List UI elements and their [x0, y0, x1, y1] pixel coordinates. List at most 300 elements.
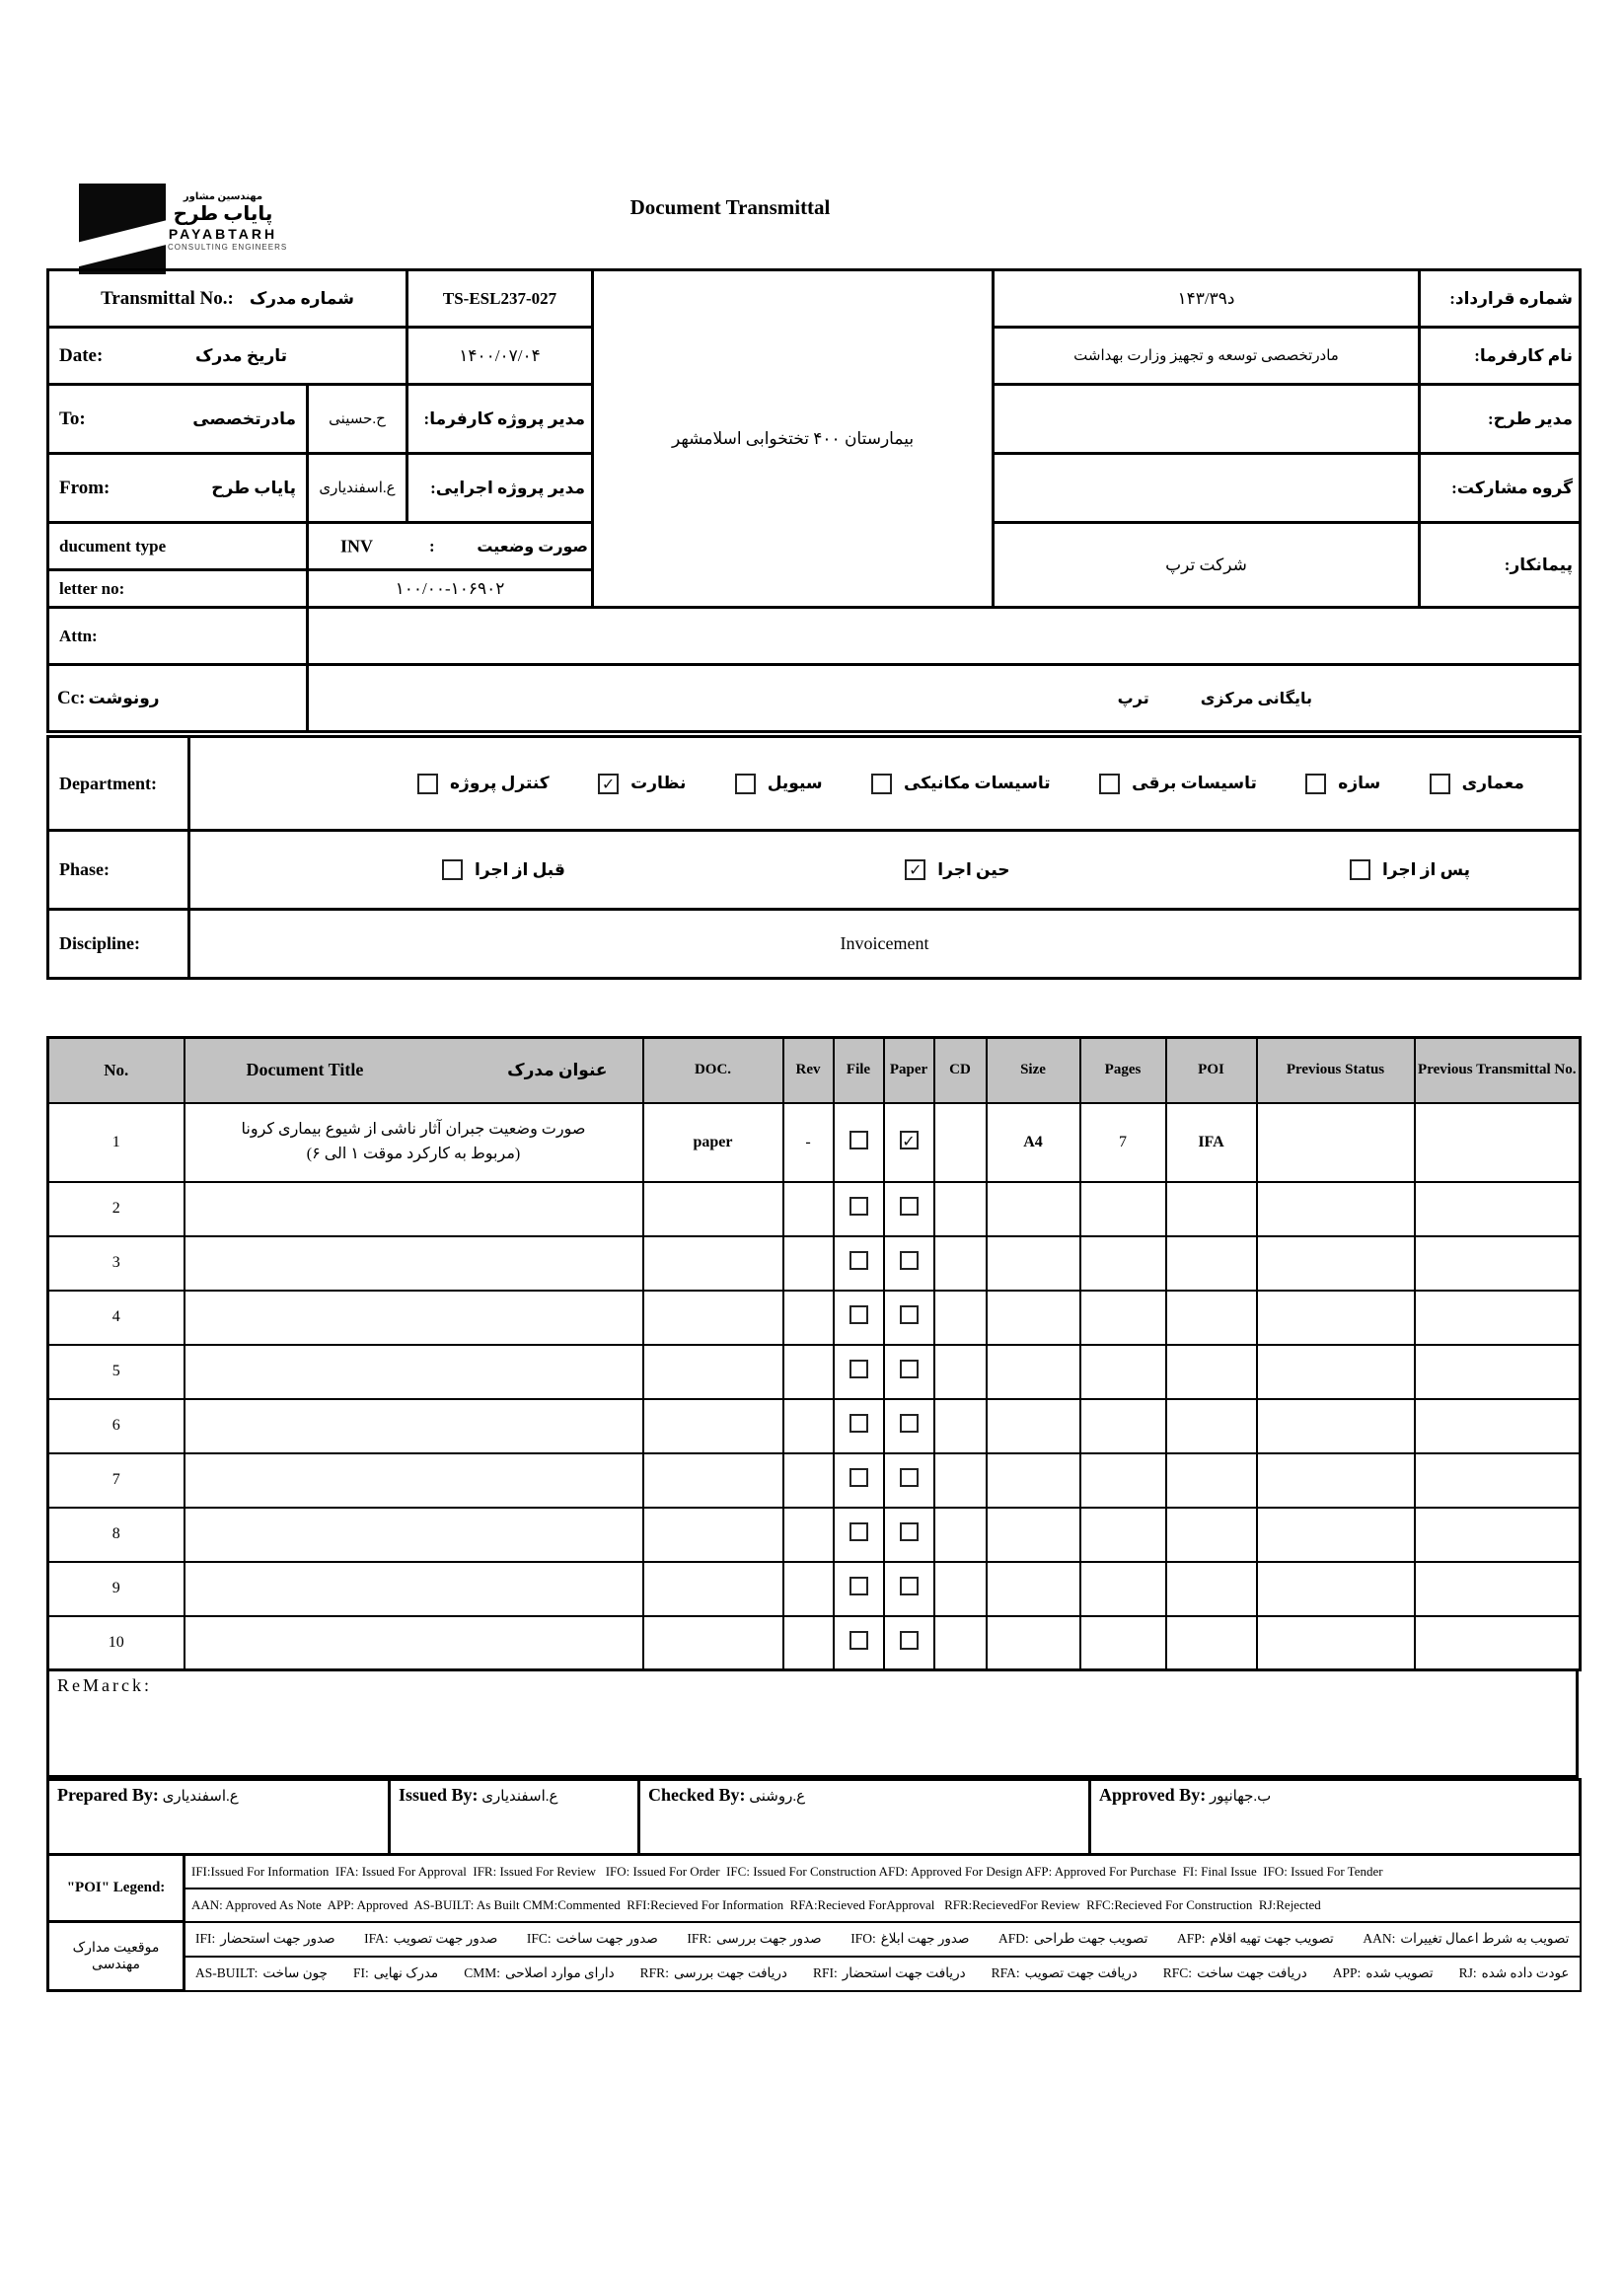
cell-no: 1: [48, 1103, 185, 1182]
cell-poi: [1166, 1562, 1257, 1616]
legend-entry-desc: دریافت جهت بررسی: [673, 1965, 787, 1980]
cell-previous-transmittal: [1415, 1399, 1581, 1453]
col-header-pages: Pages: [1080, 1038, 1166, 1103]
logo-fa-name: پایاب طرح: [173, 203, 273, 225]
cell-cd: [934, 1453, 987, 1508]
legend-entry-code: IFO:: [850, 1931, 876, 1946]
department-checkbox-unchecked-icon[interactable]: [1430, 774, 1450, 794]
cell-file: [834, 1399, 884, 1453]
document-rows: [48, 1103, 1581, 1670]
cell-previous-transmittal: [1415, 1616, 1581, 1670]
cell-rev: [783, 1616, 834, 1670]
department-checkbox-unchecked-icon[interactable]: [1099, 774, 1120, 794]
col-header-title-fa: عنوان مدرک: [507, 1060, 608, 1079]
department-option-label: معماری: [1461, 774, 1524, 792]
cell-rev: [783, 1182, 834, 1236]
col-header-doc: DOC.: [643, 1038, 783, 1103]
document-list-table: [46, 1036, 1582, 1671]
checked-by-cell: [639, 1780, 1090, 1855]
cell-doc: [643, 1345, 783, 1399]
cc-label: Cc:: [57, 687, 86, 708]
transmittal-no-label-fa: شماره مدرک: [249, 288, 354, 308]
col-header-rev: Rev: [783, 1038, 834, 1103]
phase-options-cell: [189, 831, 1581, 910]
cell-cd: [934, 1508, 987, 1562]
phase-option-label: پس از اجرا: [1381, 859, 1470, 879]
checked-by-value: ع.روشنی: [749, 1789, 806, 1805]
legend-entry-code: CMM:: [464, 1965, 500, 1980]
to-value: مادرتخصصی: [192, 408, 296, 428]
cell-rev: -: [783, 1103, 834, 1182]
cell-pages: [1080, 1182, 1166, 1236]
cell-doc: [643, 1616, 783, 1670]
cc-label-fa: رونوشت: [88, 688, 160, 707]
cell-paper: [884, 1345, 934, 1399]
cell-doc: [643, 1291, 783, 1345]
col-header-title-en: Document Title: [246, 1060, 364, 1080]
department-option-label: نظارت: [630, 774, 687, 792]
legend-entry: [527, 1931, 658, 1947]
cell-pages: [1080, 1508, 1166, 1562]
cell-previous-transmittal: [1415, 1236, 1581, 1291]
table-row: [48, 1562, 1581, 1616]
department-option: [1099, 774, 1257, 794]
prepared-by-cell: [48, 1780, 390, 1855]
cell-poi: [1166, 1616, 1257, 1670]
document-title-line2: (مربوط به کارکرد موقت ۱ الی ۶): [306, 1145, 521, 1162]
cell-pages: [1080, 1562, 1166, 1616]
legend-entry: [1363, 1931, 1569, 1947]
from-person: ع.اسفندیاری: [308, 454, 407, 523]
paper-checkbox-unchecked-icon[interactable]: [900, 1197, 919, 1216]
cell-size: [987, 1508, 1080, 1562]
cell-cd: [934, 1236, 987, 1291]
legend-entry: [195, 1931, 335, 1947]
table-row: [48, 1453, 1581, 1508]
cell-paper: [884, 1453, 934, 1508]
issued-by-label: Issued By:: [399, 1785, 479, 1805]
from-label: From:: [59, 477, 111, 498]
department-option-label: سازه: [1338, 774, 1381, 792]
cell-no: 6: [48, 1399, 185, 1453]
cell-doc: [643, 1399, 783, 1453]
checked-by-label: Checked By:: [648, 1785, 746, 1805]
issued-by-cell: [390, 1780, 639, 1855]
cell-no: 3: [48, 1236, 185, 1291]
cell-paper: [884, 1291, 934, 1345]
legend-entry: [1333, 1965, 1434, 1981]
cell-pages: [1080, 1453, 1166, 1508]
poi-legend-row1: IFI:Issued For Information IFA: Issued For Approval IFR: Issued For Review IFO: Issued For Order IFC: Issued For Construction AFD: Approved For Design AFP: Approved For Purchase FI: Final Issue IFO: Issued For Tender: [185, 1855, 1581, 1889]
legend-entry-code: RJ:: [1458, 1965, 1477, 1980]
cell-size: [987, 1399, 1080, 1453]
phase-checkbox-unchecked-icon[interactable]: [1350, 859, 1370, 880]
to-cell: [48, 385, 308, 454]
prepared-by-value: ع.اسفندیاری: [162, 1789, 239, 1805]
file-checkbox-unchecked-icon[interactable]: [849, 1522, 868, 1541]
legend-entry: [998, 1931, 1147, 1947]
cell-cd: [934, 1345, 987, 1399]
file-checkbox-unchecked-icon[interactable]: [849, 1251, 868, 1270]
cell-size: A4: [987, 1103, 1080, 1182]
cell-file: [834, 1616, 884, 1670]
file-checkbox-unchecked-icon[interactable]: [849, 1131, 868, 1149]
cell-pages: [1080, 1399, 1166, 1453]
company-logo-text: [168, 191, 288, 253]
phase-checkbox-checked-icon[interactable]: [905, 859, 925, 880]
department-option: [1430, 774, 1524, 794]
cell-previous-status: [1257, 1453, 1415, 1508]
cell-cd: [934, 1182, 987, 1236]
legend-entry-desc: دریافت جهت تصویب: [1024, 1965, 1138, 1980]
table-row: [48, 1399, 1581, 1453]
cell-pages: [1080, 1236, 1166, 1291]
department-option-label: سیویل: [767, 774, 823, 792]
legend-entry-desc: تصویب شده: [1366, 1965, 1434, 1980]
document-title-line1: صورت وضعیت جبران آثار ناشی از شیوع بیماری کرونا: [241, 1120, 586, 1138]
cell-previous-status: [1257, 1182, 1415, 1236]
legend-entry: [1163, 1965, 1307, 1981]
department-checkbox-unchecked-icon[interactable]: [417, 774, 438, 794]
cc-value-archive: بایگانی مرکزی: [1200, 690, 1313, 707]
table-row: [48, 1508, 1581, 1562]
col-header-paper: Paper: [884, 1038, 934, 1103]
cell-rev: [783, 1508, 834, 1562]
legend-entry-desc: چون ساخت: [262, 1965, 328, 1980]
department-option-label: تاسیسات مکانیکی: [904, 774, 1051, 792]
document-type-value-cell: [308, 523, 593, 570]
cell-no: 10: [48, 1616, 185, 1670]
file-checkbox-unchecked-icon[interactable]: [849, 1414, 868, 1433]
cell-paper: [884, 1508, 934, 1562]
file-checkbox-unchecked-icon[interactable]: [849, 1197, 868, 1216]
cell-doc: [643, 1453, 783, 1508]
legend-entry-desc: دریافت جهت ساخت: [1197, 1965, 1307, 1980]
paper-checkbox-unchecked-icon[interactable]: [900, 1577, 919, 1595]
cell-previous-transmittal: [1415, 1562, 1581, 1616]
cell-document-title: [185, 1453, 643, 1508]
legend-entry: [813, 1965, 966, 1981]
paper-checkbox-unchecked-icon[interactable]: [900, 1305, 919, 1324]
cell-previous-status: [1257, 1562, 1415, 1616]
department-checkbox-unchecked-icon[interactable]: [871, 774, 892, 794]
cell-file: [834, 1182, 884, 1236]
paper-checkbox-unchecked-icon[interactable]: [900, 1414, 919, 1433]
cell-rev: [783, 1399, 834, 1453]
cell-previous-transmittal: [1415, 1103, 1581, 1182]
contract-no-label: شماره قرارداد:: [1420, 270, 1581, 328]
document-type-separator: :: [429, 536, 435, 555]
jv-group-value: [994, 454, 1420, 523]
cc-label-cell: [48, 665, 308, 732]
prepared-by-label: Prepared By:: [57, 1785, 159, 1805]
document-type-fa: صورت وضعیت: [477, 538, 589, 555]
design-manager-value: [994, 385, 1420, 454]
status-legend-row1: [185, 1931, 1580, 1947]
contractor-value: شرکت ترپ: [994, 523, 1420, 608]
client-name-value: مادرتخصصی توسعه و تجهیز وزارت بهداشت: [994, 328, 1420, 385]
legend-entry-code: IFI:: [195, 1931, 216, 1946]
col-header-file: File: [834, 1038, 884, 1103]
company-logo-icon: [79, 184, 166, 274]
cell-poi: [1166, 1345, 1257, 1399]
cell-doc: paper: [643, 1103, 783, 1182]
client-name-label: نام کارفرما:: [1420, 328, 1581, 385]
cell-document-title: [185, 1562, 643, 1616]
cell-poi: [1166, 1399, 1257, 1453]
cell-rev: [783, 1562, 834, 1616]
from-role-label: مدیر پروژه اجرایی:: [407, 454, 593, 523]
legend-entry-code: IFR:: [687, 1931, 712, 1946]
cell-previous-status: [1257, 1291, 1415, 1345]
cell-size: [987, 1345, 1080, 1399]
cell-size: [987, 1236, 1080, 1291]
cell-paper: [884, 1182, 934, 1236]
cell-poi: [1166, 1182, 1257, 1236]
cell-pages: 7: [1080, 1103, 1166, 1182]
cell-previous-status: [1257, 1103, 1415, 1182]
department-checkbox-unchecked-icon[interactable]: [735, 774, 756, 794]
document-type-code: INV: [340, 536, 374, 555]
remark-label: ReMarck:: [57, 1675, 152, 1695]
legend-entry-code: AFD:: [998, 1931, 1029, 1946]
legend-entry: [687, 1931, 821, 1947]
paper-checkbox-unchecked-icon[interactable]: [900, 1468, 919, 1487]
file-checkbox-unchecked-icon[interactable]: [849, 1360, 868, 1378]
col-header-cd: CD: [934, 1038, 987, 1103]
design-manager-label: مدیر طرح:: [1420, 385, 1581, 454]
legend-entry-desc: صدور جهت بررسی: [716, 1931, 822, 1946]
cell-file: [834, 1291, 884, 1345]
table-row: [48, 1616, 1581, 1670]
cell-document-title: [185, 1182, 643, 1236]
legend-entry-code: IFA:: [364, 1931, 389, 1946]
cell-pages: [1080, 1291, 1166, 1345]
cell-previous-transmittal: [1415, 1291, 1581, 1345]
cell-no: 9: [48, 1562, 185, 1616]
status-legend-row1-cell: [185, 1922, 1581, 1957]
department-option: [735, 774, 823, 794]
status-legend-row2-cell: [185, 1957, 1581, 1991]
cell-paper: [884, 1103, 934, 1182]
cell-poi: [1166, 1508, 1257, 1562]
logo-en-name: PAYABTARH: [168, 226, 278, 242]
legend-entry-desc: تصویب جهت تهیه اقلام: [1210, 1931, 1334, 1946]
transmittal-no-value: TS-ESL237-027: [407, 270, 593, 328]
table-row: [48, 1182, 1581, 1236]
department-option: [871, 774, 1051, 794]
cell-previous-transmittal: [1415, 1508, 1581, 1562]
to-person: ح.حسینی: [308, 385, 407, 454]
paper-checkbox-unchecked-icon[interactable]: [900, 1360, 919, 1378]
legend-entry: [992, 1965, 1138, 1981]
legend-entry-code: AAN:: [1363, 1931, 1396, 1946]
department-checkbox-unchecked-icon[interactable]: [1305, 774, 1326, 794]
phase-option: [905, 859, 1009, 880]
status-legend-label: موقعیت مدارک مهندسی: [48, 1922, 185, 1991]
cell-document-title: [185, 1103, 643, 1182]
legend-entry-desc: صدور جهت تصویب: [393, 1931, 498, 1946]
poi-legend-row2: AAN: Approved As Note APP: Approved AS-BUILT: As Built CMM:Commented RFI:Recieved For Information RFA:Recieved ForApproval RFR:RecievedFor Review RFC:Recieved For Construction RJ:Rejected: [185, 1889, 1581, 1922]
date-label: Date:: [59, 344, 104, 366]
project-name-value: بیمارستان ۴۰۰ تختخوابی اسلامشهر: [593, 270, 994, 608]
cell-cd: [934, 1291, 987, 1345]
cell-pages: [1080, 1345, 1166, 1399]
date-label-fa: تاریخ مدرک: [195, 345, 288, 365]
phase-option-label: قبل از اجرا: [475, 859, 565, 879]
legend-entry: [195, 1965, 328, 1981]
contractor-label: پیمانکار:: [1420, 523, 1581, 608]
file-checkbox-unchecked-icon[interactable]: [849, 1631, 868, 1650]
legend-entry-code: RFC:: [1162, 1965, 1193, 1980]
attn-label: Attn:: [48, 608, 308, 665]
cell-previous-status: [1257, 1345, 1415, 1399]
legend-entry: [850, 1931, 969, 1947]
cell-poi: [1166, 1291, 1257, 1345]
file-checkbox-unchecked-icon[interactable]: [849, 1468, 868, 1487]
cell-no: 8: [48, 1508, 185, 1562]
cell-rev: [783, 1236, 834, 1291]
jv-group-label: گروه مشارکت:: [1420, 454, 1581, 523]
legend-entry: [1177, 1931, 1334, 1947]
legend-entry-code: IFC:: [526, 1931, 552, 1946]
legend-entry-desc: دارای موارد اصلاحی: [504, 1965, 615, 1980]
cell-cd: [934, 1103, 987, 1182]
cell-file: [834, 1508, 884, 1562]
legend-entry-code: RFR:: [639, 1965, 669, 1980]
phase-option: [442, 859, 565, 880]
cell-cd: [934, 1562, 987, 1616]
col-header-no: No.: [48, 1038, 185, 1103]
cell-size: [987, 1291, 1080, 1345]
department-options-cell: [189, 737, 1581, 831]
letter-no-value: ۱۰۰/۰۰-۱۰۶۹۰۲: [308, 570, 593, 608]
cc-value-company: ترپ: [1117, 690, 1149, 707]
department-option: [1305, 774, 1380, 794]
cell-previous-status: [1257, 1236, 1415, 1291]
phase-label: Phase:: [48, 831, 189, 910]
phase-option: [1350, 859, 1470, 880]
table-row: [48, 1103, 1581, 1182]
cell-paper: [884, 1236, 934, 1291]
logo-en-subtitle: CONSULTING ENGINEERS: [168, 243, 288, 253]
cell-poi: IFA: [1166, 1103, 1257, 1182]
cell-previous-status: [1257, 1616, 1415, 1670]
contract-no-value: د۱۴۳/۳۹: [994, 270, 1420, 328]
phase-checkbox-unchecked-icon[interactable]: [442, 859, 463, 880]
to-label: To:: [59, 407, 86, 429]
cell-document-title: [185, 1291, 643, 1345]
cell-no: 5: [48, 1345, 185, 1399]
col-header-prev-status: Previous Status: [1257, 1038, 1415, 1103]
department-label: Department:: [48, 737, 189, 831]
cc-value-cell: [308, 665, 1581, 732]
legend-entry: [364, 1931, 497, 1947]
cell-file: [834, 1103, 884, 1182]
cell-poi: [1166, 1236, 1257, 1291]
page-title: Document Transmittal: [629, 195, 831, 219]
cell-previous-transmittal: [1415, 1453, 1581, 1508]
approved-by-value: ب.جهانپور: [1209, 1789, 1272, 1805]
issued-by-value: ع.اسفندیاری: [481, 1789, 558, 1805]
cell-file: [834, 1453, 884, 1508]
cell-rev: [783, 1453, 834, 1508]
file-checkbox-unchecked-icon[interactable]: [849, 1577, 868, 1595]
paper-checkbox-unchecked-icon[interactable]: [900, 1631, 919, 1650]
paper-checkbox-unchecked-icon[interactable]: [900, 1251, 919, 1270]
legend-entry: [1459, 1965, 1570, 1981]
legend-entry-desc: تصویب جهت طراحی: [1033, 1931, 1148, 1946]
file-checkbox-unchecked-icon[interactable]: [849, 1305, 868, 1324]
cell-paper: [884, 1562, 934, 1616]
cell-no: 7: [48, 1453, 185, 1508]
department-checkbox-checked-icon[interactable]: [598, 774, 619, 794]
header-table: [46, 268, 1582, 733]
paper-checkbox-unchecked-icon[interactable]: [900, 1522, 919, 1541]
table-row: [48, 1236, 1581, 1291]
cell-document-title: [185, 1345, 643, 1399]
letter-no-label: letter no:: [48, 570, 308, 608]
cell-no: 2: [48, 1182, 185, 1236]
status-legend-row2: [185, 1965, 1580, 1981]
cell-doc: [643, 1182, 783, 1236]
legend-entry-code: AS-BUILT:: [195, 1965, 258, 1980]
approved-by-cell: [1090, 1780, 1581, 1855]
cell-file: [834, 1345, 884, 1399]
remark-box: [46, 1668, 1579, 1778]
transmittal-no-label: Transmittal No.:: [101, 287, 234, 309]
cell-file: [834, 1236, 884, 1291]
legend-entry-desc: مدرک نهایی: [373, 1965, 439, 1980]
cell-paper: [884, 1399, 934, 1453]
legend-entry-code: APP:: [1332, 1965, 1362, 1980]
cell-poi: [1166, 1453, 1257, 1508]
department-option: [417, 774, 550, 794]
legend-entry: [640, 1965, 787, 1981]
attn-value: [308, 608, 1581, 665]
cell-cd: [934, 1399, 987, 1453]
legend-entry-desc: صدور جهت استحضار: [220, 1931, 335, 1946]
cell-size: [987, 1182, 1080, 1236]
col-header-prev-transmittal: Previous Transmittal No.: [1415, 1038, 1581, 1103]
cell-size: [987, 1453, 1080, 1508]
phase-options: [190, 859, 1579, 880]
paper-checkbox-checked-icon[interactable]: [900, 1131, 919, 1149]
to-role-label: مدیر پروژه کارفرما:: [407, 385, 593, 454]
poi-legend-table: [46, 1853, 1582, 1992]
document-type-label: ducument type: [48, 523, 308, 570]
legend-entry-desc: دریافت جهت استحضار: [842, 1965, 966, 1980]
cell-doc: [643, 1236, 783, 1291]
col-header-title: [185, 1038, 643, 1103]
cell-no: 4: [48, 1291, 185, 1345]
cell-rev: [783, 1291, 834, 1345]
phase-option-label: حین اجرا: [937, 859, 1010, 879]
poi-legend-label: "POI" Legend:: [48, 1855, 185, 1922]
department-option: [598, 774, 686, 794]
cell-document-title: [185, 1399, 643, 1453]
cell-previous-status: [1257, 1508, 1415, 1562]
cell-previous-status: [1257, 1399, 1415, 1453]
from-value: پایاب طرح: [211, 478, 296, 497]
cell-doc: [643, 1562, 783, 1616]
table-row: [48, 1291, 1581, 1345]
legend-entry-desc: عودت داده شده: [1481, 1965, 1570, 1980]
department-options: [190, 774, 1579, 794]
transmittal-no-label-cell: [48, 270, 407, 328]
cell-paper: [884, 1616, 934, 1670]
cell-previous-transmittal: [1415, 1182, 1581, 1236]
